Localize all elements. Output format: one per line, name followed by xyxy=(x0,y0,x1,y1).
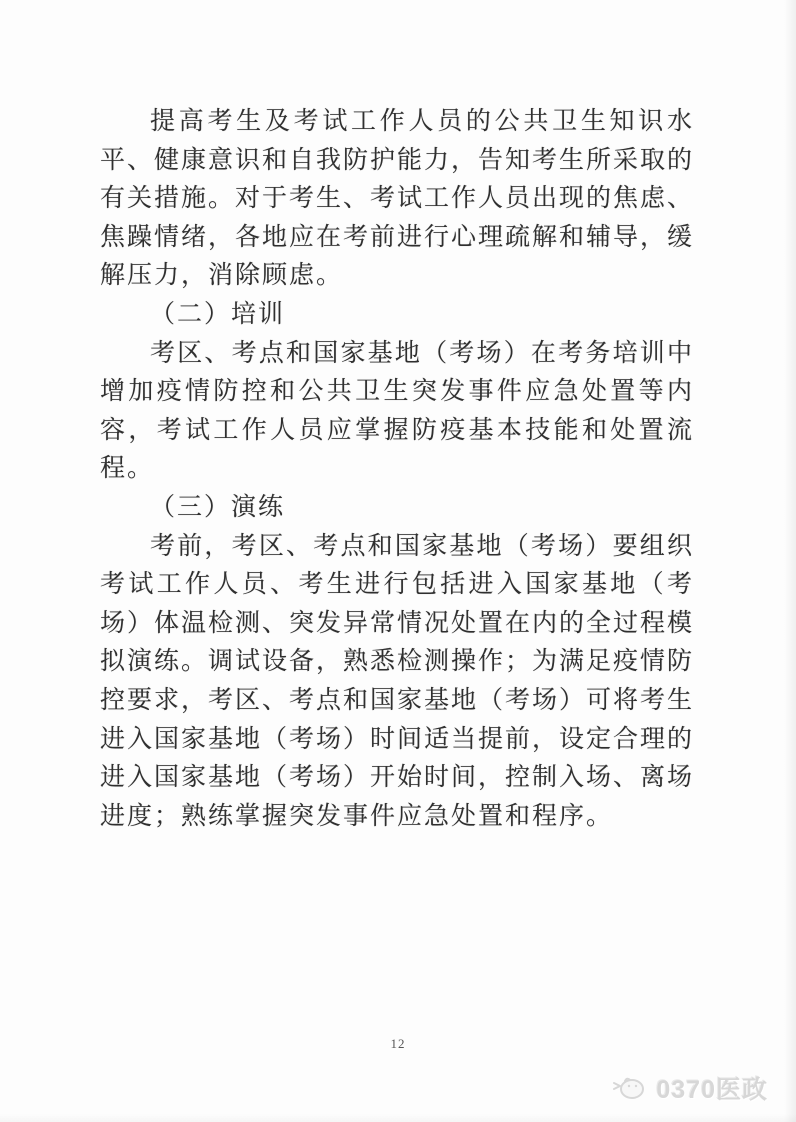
scan-edge-shade-bottom xyxy=(0,1114,796,1122)
paragraph-training: 考区、考点和国家基地（考场）在考务培训中增加疫情防控和公共卫生突发事件应急处置等内容，考试工作人员应掌握防疫基本技能和处置流程。 xyxy=(100,339,694,483)
page-number: 12 xyxy=(390,1036,406,1051)
watermark-text: 0370医政 xyxy=(656,1076,768,1104)
section-heading-drill: （三）演练 xyxy=(150,493,286,521)
section-heading-training: （二）培训 xyxy=(150,300,286,328)
watermark-mascot-icon xyxy=(611,1073,649,1103)
document-body xyxy=(100,103,694,836)
paragraph-psychology: 提高考生及考试工作人员的公共卫生知识水平、健康意识和自我防护能力，告知考生所采取的有关措施。对于考生、考试工作人员出现的焦虑、焦躁情绪，各地应在考前进行心理疏解和辅导，缓解压力，消除顾虑。 xyxy=(100,108,695,290)
paragraph-drill: 考前，考区、考点和国家基地（考场）要组织考试工作人员、考生进行包括进入国家基地（考场）体温检测、突发异常情况处置在内的全过程模拟演练。调试设备，熟悉检测操作；为满足疫情防控要求，考区、考点和国家基地（考场）可将考生进入国家基地（考场）时间适当提前，设定合理的进入国家基地（考场）开始时间，控制入场、离场进度；熟练掌握突发事件应急处置和程序。 xyxy=(100,532,695,830)
watermark xyxy=(611,1070,768,1106)
scan-edge-shade xyxy=(784,0,796,1122)
